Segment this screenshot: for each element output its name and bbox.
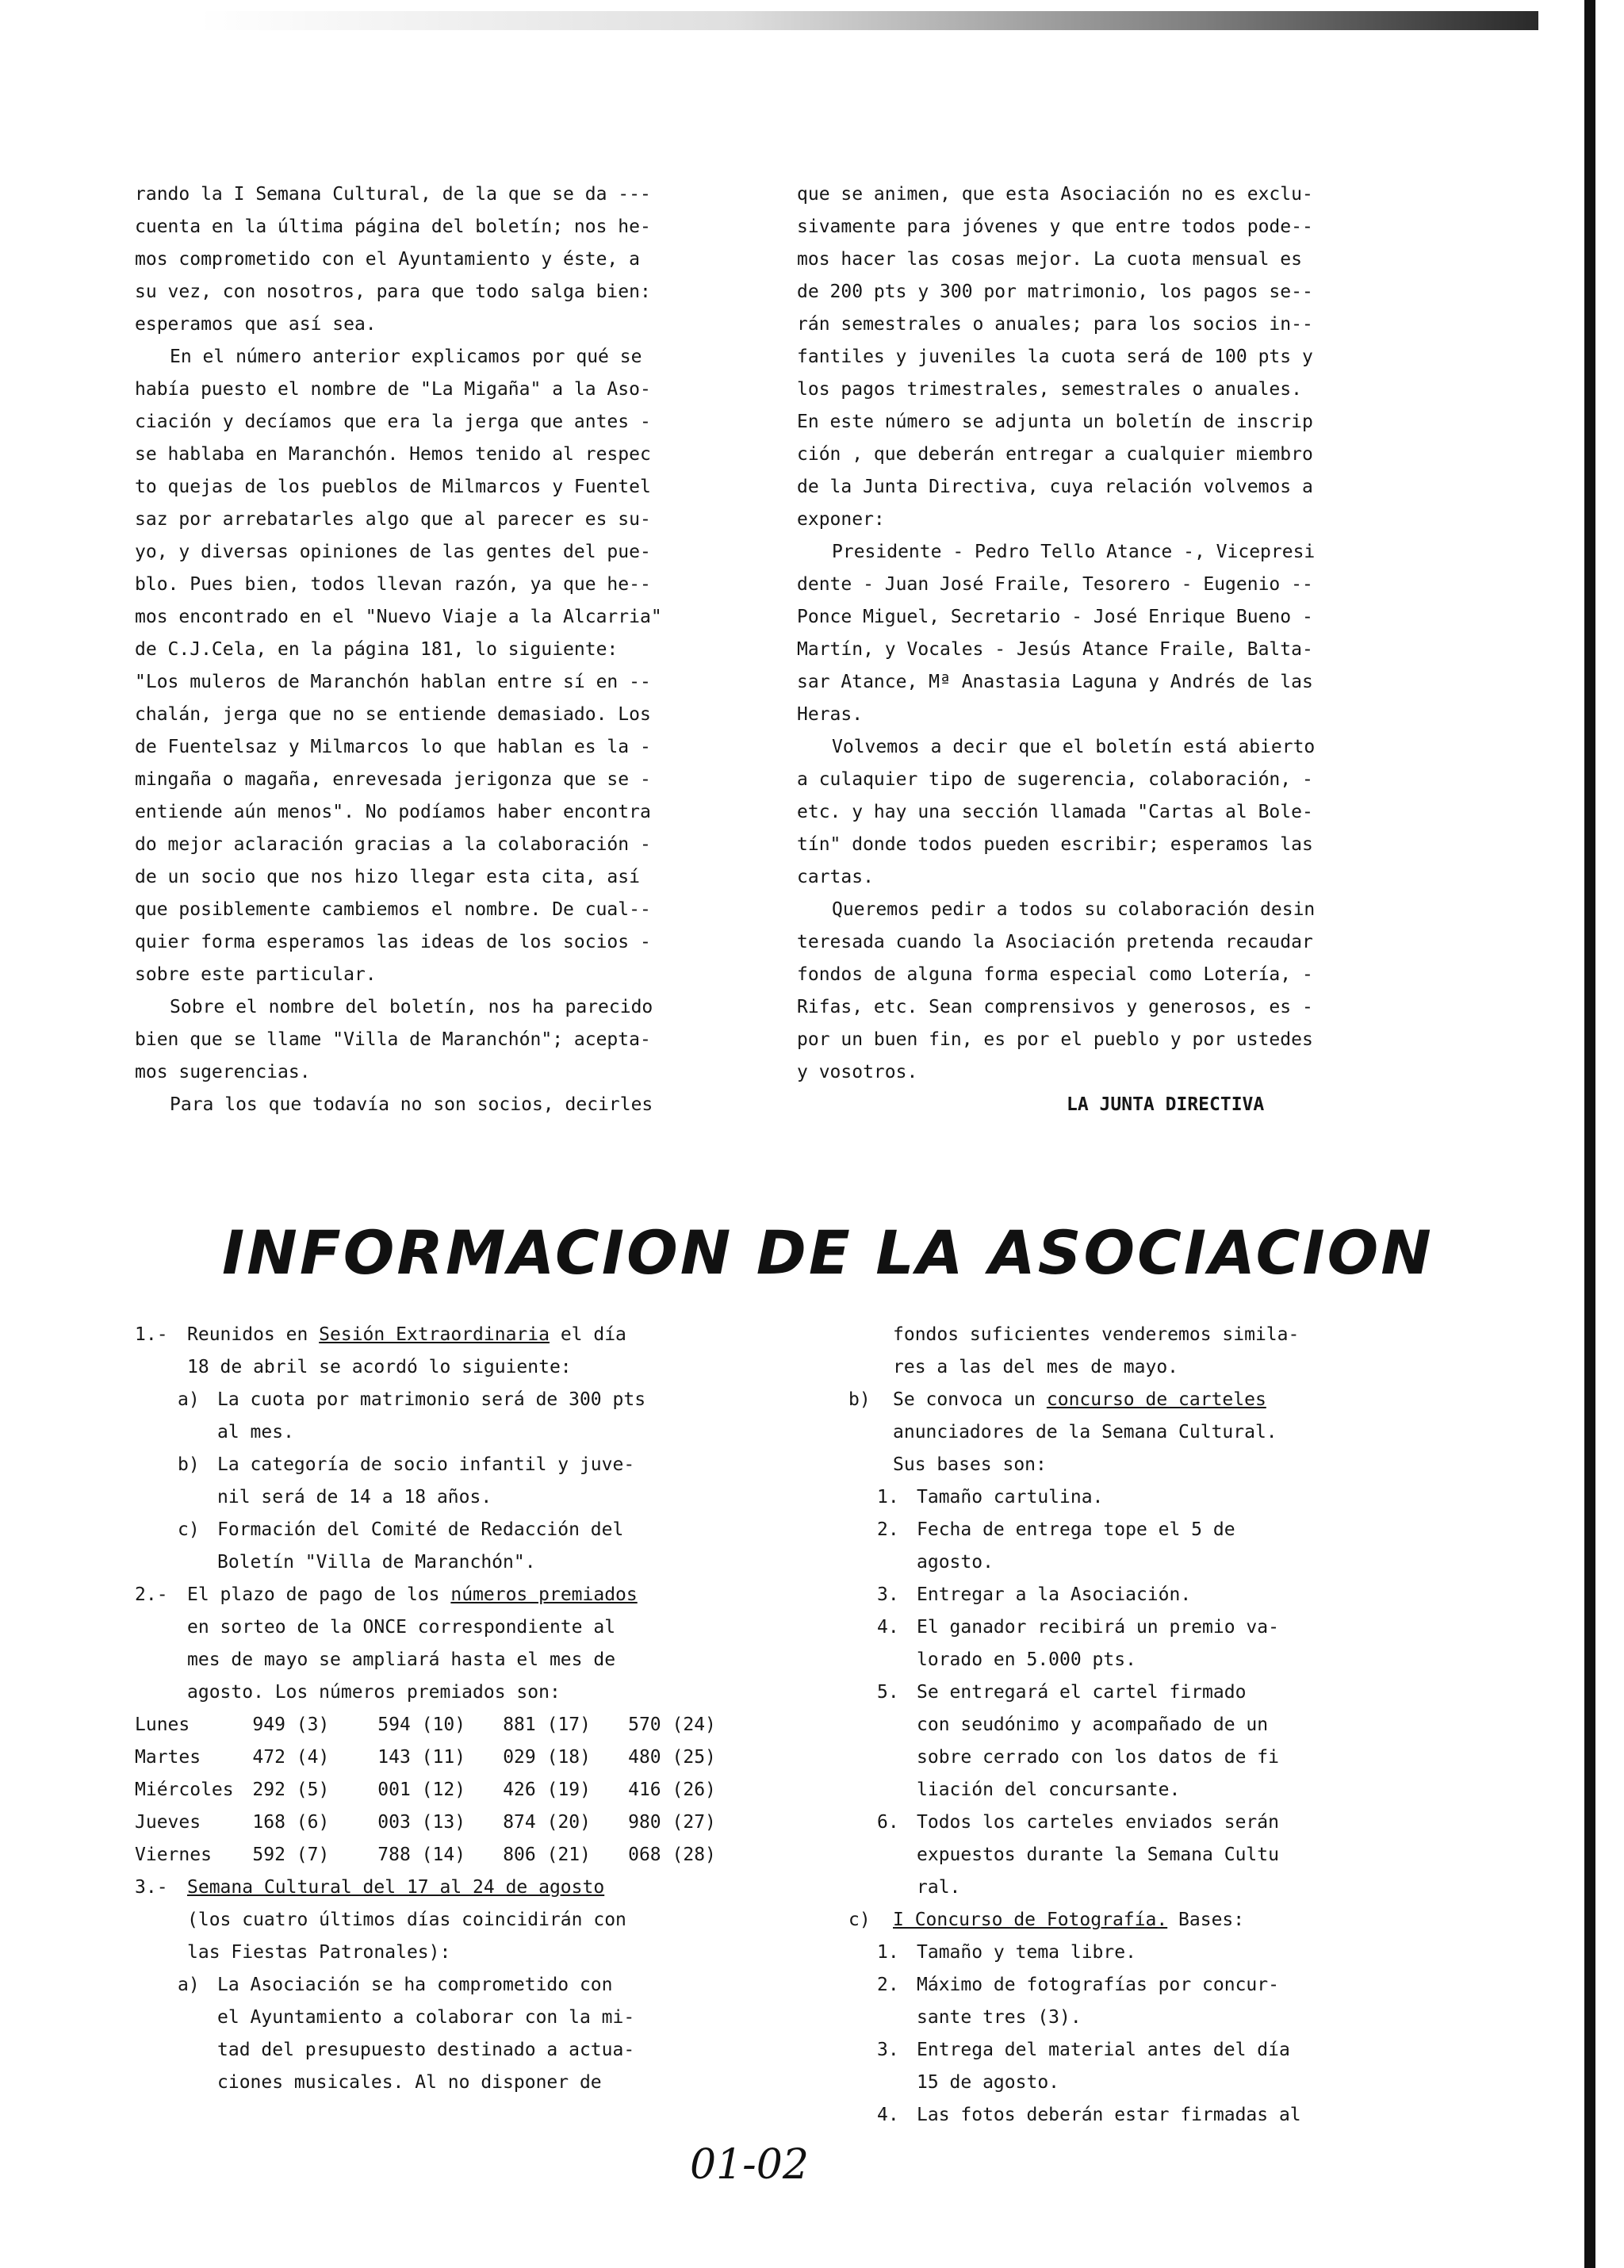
- text-line: ral.: [917, 1877, 961, 1898]
- text-line: mos comprometido con el Ayuntamiento y éste, a: [135, 249, 640, 270]
- text-line: dente - Juan José Fraile, Tesorero - Eugenio --: [797, 574, 1313, 595]
- rule-item: 6. Todos los carteles enviados serán: [877, 1812, 1279, 1833]
- text-line: yo, y diversas opiniones de las gentes del pue-: [135, 542, 651, 562]
- text-line: de C.J.Cela, en la página 181, lo siguiente:: [135, 639, 619, 660]
- item-1a: a) La cuota por matrimonio será de 300 pts: [135, 1384, 753, 1416]
- text-line: rán semestrales o anuales; para los socios in--: [797, 314, 1313, 335]
- text-line: Sobre el nombre del boletín, nos ha parecido: [170, 997, 653, 1017]
- draw-day: Martes: [135, 1747, 201, 1768]
- draw-day: Viernes: [135, 1845, 212, 1865]
- text-line: Martín, y Vocales - Jesús Atance Fraile, Balta-: [797, 639, 1313, 660]
- text-line: mos hacer las cosas mejor. La cuota mensual es: [797, 249, 1302, 270]
- item-letter: b): [848, 1389, 871, 1410]
- text-line: bien que se llame "Villa de Maranchón"; acepta-: [135, 1029, 651, 1050]
- text-line: Rifas, etc. Sean comprensivos y generosos, es -: [797, 997, 1313, 1017]
- text-line: En el número anterior explicamos por qué se: [170, 347, 642, 367]
- text-line: Boletín "Villa de Maranchón".: [217, 1552, 536, 1573]
- text-line: agosto. Los números premiados son:: [187, 1682, 561, 1703]
- text-line: las Fiestas Patronales):: [187, 1942, 451, 1963]
- top-left-column: [135, 178, 753, 1121]
- text-line: Para los que todavía no son socios, decirles: [170, 1094, 653, 1115]
- text-line: mes de mayo se ampliará hasta el mes de: [187, 1649, 616, 1670]
- rule-item: 2. Máximo de fotografías por concur-: [877, 1975, 1279, 1995]
- text-line: tad del presupuesto destinado a actua-: [217, 2040, 635, 2060]
- draw-number: 001 (12): [377, 1780, 466, 1800]
- item-3c: c) I Concurso de Fotografía. Bases:: [848, 1904, 1435, 1937]
- item-1: 1.- Reunidos en Sesión Extraordinaria el día: [135, 1319, 753, 1351]
- rule-item: 1. Tamaño y tema libre.: [877, 1942, 1136, 1963]
- text-line: el Ayuntamiento a colaborar con la mi-: [217, 2007, 635, 2028]
- item-1c: c) Formación del Comité de Redacción del: [135, 1514, 753, 1546]
- text-line: rando la I Semana Cultural, de la que se da ---: [135, 184, 651, 205]
- text-line: ciación y decíamos que era la jerga que antes -: [135, 412, 651, 432]
- text-line: teresada cuando la Asociación pretenda recaudar: [797, 932, 1313, 952]
- text-line: Volvemos a decir que el boletín está abierto: [832, 737, 1316, 757]
- page-number: 01-02: [690, 2141, 809, 2189]
- top-right-column: [797, 178, 1423, 1121]
- item-letter: a): [178, 1975, 200, 1995]
- text-line: fondos de alguna forma especial como Lotería, -: [797, 964, 1313, 985]
- text-line: su vez, con nosotros, para que todo salga bien:: [135, 282, 651, 302]
- text-line: esperamos que así sea.: [135, 314, 377, 335]
- item-number: 1.-: [135, 1324, 168, 1345]
- text-line: lorado en 5.000 pts.: [917, 1649, 1136, 1670]
- scan-top-shadow: [198, 11, 1538, 30]
- text-line: sobre este particular.: [135, 964, 377, 985]
- draw-number: 806 (21): [503, 1845, 591, 1865]
- signature: LA JUNTA DIRECTIVA: [1067, 1094, 1265, 1115]
- text-line: Sus bases son:: [893, 1454, 1047, 1475]
- text-line: cuenta en la última página del boletín; nos he-: [135, 216, 651, 237]
- underlined-text: Sesión Extraordinaria: [319, 1324, 550, 1345]
- text-line: de un socio que nos hizo llegar esta cita, así: [135, 867, 640, 887]
- item-3a: a) La Asociación se ha comprometido con: [135, 1969, 753, 2002]
- item-letter: a): [178, 1389, 200, 1410]
- text-line: quier forma esperamos las ideas de los socios -: [135, 932, 651, 952]
- item-letter: c): [848, 1910, 871, 1930]
- text-line: mingaña o magaña, enrevesada jerigonza que se -: [135, 769, 651, 790]
- draw-number: 029 (18): [503, 1747, 591, 1768]
- rule-item: 4. Las fotos deberán estar firmadas al: [877, 2105, 1301, 2125]
- text-line: anunciadores de la Semana Cultural.: [893, 1422, 1277, 1442]
- section-title: INFORMACION DE LA ASOCIACION: [222, 1217, 1434, 1288]
- draw-number: 980 (27): [628, 1812, 716, 1833]
- text-line: agosto.: [917, 1552, 994, 1573]
- text-line: ción , que deberán entregar a cualquier miembro: [797, 444, 1313, 465]
- draw-row: [135, 1741, 753, 1774]
- text-line: sobre cerrado con los datos de fi: [917, 1747, 1279, 1768]
- item-letter: c): [178, 1519, 200, 1540]
- text-line: mos encontrado en el "Nuevo Viaje a la Alcarria": [135, 607, 662, 627]
- draw-number: 416 (26): [628, 1780, 716, 1800]
- text-line: entiende aún menos". No podíamos haber encontra: [135, 802, 651, 822]
- text-line: que se animen, que esta Asociación no es exclu-: [797, 184, 1313, 205]
- draw-day: Lunes: [135, 1714, 190, 1735]
- text-line: con seudónimo y acompañado de un: [917, 1714, 1269, 1735]
- item-2: 2.- El plazo de pago de los números premiados: [135, 1579, 753, 1611]
- draw-number: 292 (5): [252, 1780, 330, 1800]
- text-line: se hablaba en Maranchón. Hemos tenido al respec: [135, 444, 651, 465]
- bottom-right-column: [848, 1319, 1435, 2132]
- text-line: los pagos trimestrales, semestrales o anuales.: [797, 379, 1302, 400]
- text-line: Queremos pedir a todos su colaboración desin: [832, 899, 1316, 920]
- text-line: expuestos durante la Semana Cultu: [917, 1845, 1279, 1865]
- text-line: de Fuentelsaz y Milmarcos lo que hablan es la -: [135, 737, 651, 757]
- draw-row: [135, 1709, 753, 1741]
- draw-number: 881 (17): [503, 1714, 591, 1735]
- text-line: 15 de agosto.: [917, 2072, 1060, 2093]
- item-number: 3.-: [135, 1877, 168, 1898]
- draw-number: 480 (25): [628, 1747, 716, 1768]
- draw-day: Jueves: [135, 1812, 201, 1833]
- item-3: [135, 1871, 753, 1904]
- underlined-text: concurso de carteles: [1046, 1389, 1266, 1410]
- text-line: 18 de abril se acordó lo siguiente:: [187, 1357, 572, 1377]
- text-line: En este número se adjunta un boletín de inscrip: [797, 412, 1313, 432]
- rule-item: 3. Entregar a la Asociación.: [877, 1584, 1192, 1605]
- text-line: exponer:: [797, 509, 885, 530]
- draw-number: 949 (3): [252, 1714, 330, 1735]
- draw-number: 874 (20): [503, 1812, 591, 1833]
- text-line: nil será de 14 a 18 años.: [217, 1487, 492, 1508]
- text-line: cartas.: [797, 867, 874, 887]
- text-line: a culaquier tipo de sugerencia, colaboración, -: [797, 769, 1313, 790]
- item-3b: b) Se convoca un concurso de carteles: [848, 1384, 1435, 1416]
- underlined-text: números premiados: [450, 1584, 638, 1605]
- draw-number: 168 (6): [252, 1812, 330, 1833]
- rule-item: 1. Tamaño cartulina.: [877, 1487, 1104, 1508]
- text-line: chalán, jerga que no se entiende demasiado. Los: [135, 704, 651, 725]
- text-line: Presidente - Pedro Tello Atance -, Vicepresi: [832, 542, 1316, 562]
- text-line: ciones musicales. Al no disponer de: [217, 2072, 602, 2093]
- draw-number: 570 (24): [628, 1714, 716, 1735]
- item-1b: b) La categoría de socio infantil y juve-: [135, 1449, 753, 1481]
- text-line: de la Junta Directiva, cuya relación volvemos a: [797, 477, 1313, 497]
- text-line: sante tres (3).: [917, 2007, 1082, 2028]
- draw-number: 003 (13): [377, 1812, 466, 1833]
- bottom-left-column: [135, 1319, 753, 2099]
- text-line: fantiles y juveniles la cuota será de 100 pts y: [797, 347, 1313, 367]
- item-letter: b): [178, 1454, 200, 1475]
- text-line: etc. y hay una sección llamada "Cartas al Bole-: [797, 802, 1313, 822]
- draw-number: 068 (28): [628, 1845, 716, 1865]
- text-line: res a las del mes de mayo.: [893, 1357, 1179, 1377]
- draw-row: [135, 1839, 753, 1871]
- text-line: blo. Pues bien, todos llevan razón, ya que he--: [135, 574, 651, 595]
- rule-item: 3. Entrega del material antes del día: [877, 2040, 1290, 2060]
- text-line: fondos suficientes venderemos simila-: [893, 1324, 1300, 1345]
- text-line: (los cuatro últimos días coincidirán con: [187, 1910, 626, 1930]
- text-line: en sorteo de la ONCE correspondiente al: [187, 1617, 616, 1638]
- draw-number: 594 (10): [377, 1714, 466, 1735]
- text-line: "Los muleros de Maranchón hablan entre sí en --: [135, 672, 651, 692]
- draw-number: 143 (11): [377, 1747, 466, 1768]
- draw-number: 592 (7): [252, 1845, 330, 1865]
- text-line: do mejor aclaración gracias a la colaboración -: [135, 834, 651, 855]
- underlined-text: I Concurso de Fotografía.: [893, 1910, 1168, 1930]
- draw-number: 426 (19): [503, 1780, 591, 1800]
- draw-number: 472 (4): [252, 1747, 330, 1768]
- scan-right-edge: [1584, 0, 1595, 2268]
- text-line: Heras.: [797, 704, 864, 725]
- underlined-text: Semana Cultural del 17 al 24 de agosto: [187, 1877, 605, 1898]
- text-line: sar Atance, Mª Anastasia Laguna y Andrés de las: [797, 672, 1313, 692]
- text-line: de 200 pts y 300 por matrimonio, los pagos se--: [797, 282, 1313, 302]
- rule-item: 5. Se entregará el cartel firmado: [877, 1682, 1247, 1703]
- draw-row: [135, 1774, 753, 1806]
- text-line: que posiblemente cambiemos el nombre. De cual--: [135, 899, 651, 920]
- text-line: y vosotros.: [797, 1062, 918, 1082]
- text-line: mos sugerencias.: [135, 1062, 311, 1082]
- text-line: tín" donde todos pueden escribir; esperamos las: [797, 834, 1313, 855]
- text-line: to quejas de los pueblos de Milmarcos y Fuentel: [135, 477, 651, 497]
- text-line: había puesto el nombre de "La Migaña" a la Aso-: [135, 379, 651, 400]
- text-line: Ponce Miguel, Secretario - José Enrique Bueno -: [797, 607, 1313, 627]
- text-line: liación del concursante.: [917, 1780, 1181, 1800]
- draw-row: [135, 1806, 753, 1839]
- text-line: sivamente para jóvenes y que entre todos pode--: [797, 216, 1313, 237]
- draw-day: Miércoles: [135, 1780, 234, 1800]
- text-line: saz por arrebatarles algo que al parecer es su-: [135, 509, 651, 530]
- item-number: 2.-: [135, 1584, 168, 1605]
- draw-number: 788 (14): [377, 1845, 466, 1865]
- rule-item: 2. Fecha de entrega tope el 5 de: [877, 1519, 1235, 1540]
- text-line: al mes.: [217, 1422, 294, 1442]
- rule-item: 4. El ganador recibirá un premio va-: [877, 1617, 1279, 1638]
- text-line: por un buen fin, es por el pueblo y por ustedes: [797, 1029, 1313, 1050]
